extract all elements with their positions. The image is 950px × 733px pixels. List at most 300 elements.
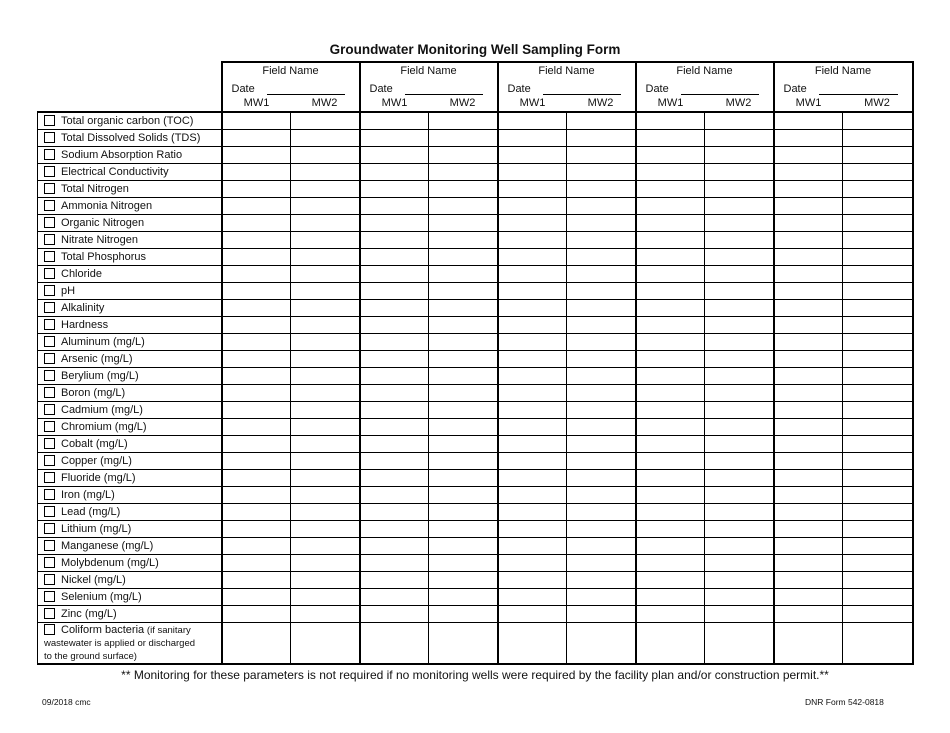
parameter-checkbox[interactable] [44,421,55,432]
result-cell[interactable] [774,215,843,232]
result-cell[interactable] [429,436,498,453]
result-cell[interactable] [567,164,636,181]
result-cell[interactable] [705,555,774,572]
result-cell[interactable] [567,504,636,521]
result-cell[interactable] [291,402,360,419]
result-cell[interactable] [429,504,498,521]
result-cell[interactable] [636,419,705,436]
result-cell[interactable] [291,198,360,215]
parameter-checkbox[interactable] [44,370,55,381]
result-cell[interactable] [360,300,429,317]
parameter-checkbox[interactable] [44,472,55,483]
parameter-checkbox[interactable] [44,540,55,551]
result-cell[interactable] [843,623,913,665]
result-cell[interactable] [774,470,843,487]
parameter-checkbox[interactable] [44,608,55,619]
result-cell[interactable] [567,487,636,504]
result-cell[interactable] [429,606,498,623]
result-cell[interactable] [843,198,913,215]
result-cell[interactable] [636,232,705,249]
result-cell[interactable] [774,623,843,665]
result-cell[interactable] [567,181,636,198]
result-cell[interactable] [429,232,498,249]
result-cell[interactable] [222,521,291,538]
parameter-checkbox[interactable] [44,557,55,568]
result-cell[interactable] [222,470,291,487]
result-cell[interactable] [291,249,360,266]
result-cell[interactable] [291,589,360,606]
result-cell[interactable] [360,198,429,215]
parameter-checkbox[interactable] [44,251,55,262]
result-cell[interactable] [774,521,843,538]
result-cell[interactable] [222,623,291,665]
result-cell[interactable] [567,198,636,215]
result-cell[interactable] [843,317,913,334]
result-cell[interactable] [843,436,913,453]
result-cell[interactable] [705,368,774,385]
result-cell[interactable] [498,300,567,317]
result-cell[interactable] [636,402,705,419]
result-cell[interactable] [636,283,705,300]
parameter-checkbox[interactable] [44,183,55,194]
result-cell[interactable] [843,504,913,521]
result-cell[interactable] [498,232,567,249]
result-cell[interactable] [429,164,498,181]
result-cell[interactable] [843,249,913,266]
result-cell[interactable] [291,623,360,665]
result-cell[interactable] [774,198,843,215]
result-cell[interactable] [498,419,567,436]
result-cell[interactable] [222,368,291,385]
result-cell[interactable] [636,453,705,470]
result-cell[interactable] [360,232,429,249]
result-cell[interactable] [291,606,360,623]
parameter-checkbox[interactable] [44,574,55,585]
result-cell[interactable] [636,215,705,232]
result-cell[interactable] [291,504,360,521]
result-cell[interactable] [429,385,498,402]
result-cell[interactable] [567,215,636,232]
result-cell[interactable] [705,521,774,538]
result-cell[interactable] [636,198,705,215]
result-cell[interactable] [567,112,636,130]
result-cell[interactable] [498,487,567,504]
result-cell[interactable] [774,232,843,249]
result-cell[interactable] [843,487,913,504]
parameter-checkbox[interactable] [44,200,55,211]
parameter-checkbox[interactable] [44,149,55,160]
result-cell[interactable] [636,249,705,266]
date-field[interactable] [498,79,636,95]
result-cell[interactable] [705,572,774,589]
result-cell[interactable] [843,181,913,198]
result-cell[interactable] [774,538,843,555]
result-cell[interactable] [774,453,843,470]
result-cell[interactable] [429,215,498,232]
parameter-checkbox[interactable] [44,387,55,398]
result-cell[interactable] [360,147,429,164]
result-cell[interactable] [291,300,360,317]
parameter-checkbox[interactable] [44,489,55,500]
result-cell[interactable] [567,266,636,283]
result-cell[interactable] [498,334,567,351]
result-cell[interactable] [705,130,774,147]
result-cell[interactable] [360,385,429,402]
result-cell[interactable] [222,504,291,521]
result-cell[interactable] [429,555,498,572]
parameter-checkbox[interactable] [44,268,55,279]
parameter-checkbox[interactable] [44,234,55,245]
result-cell[interactable] [498,198,567,215]
result-cell[interactable] [843,334,913,351]
result-cell[interactable] [567,147,636,164]
result-cell[interactable] [498,589,567,606]
result-cell[interactable] [360,623,429,665]
result-cell[interactable] [360,283,429,300]
result-cell[interactable] [843,232,913,249]
result-cell[interactable] [705,402,774,419]
result-cell[interactable] [567,368,636,385]
parameter-checkbox[interactable] [44,166,55,177]
result-cell[interactable] [498,215,567,232]
result-cell[interactable] [774,130,843,147]
result-cell[interactable] [360,555,429,572]
result-cell[interactable] [774,555,843,572]
result-cell[interactable] [705,385,774,402]
result-cell[interactable] [222,589,291,606]
result-cell[interactable] [429,198,498,215]
result-cell[interactable] [291,487,360,504]
result-cell[interactable] [705,147,774,164]
result-cell[interactable] [774,572,843,589]
result-cell[interactable] [774,419,843,436]
result-cell[interactable] [636,606,705,623]
result-cell[interactable] [567,130,636,147]
result-cell[interactable] [843,402,913,419]
result-cell[interactable] [567,317,636,334]
result-cell[interactable] [567,589,636,606]
result-cell[interactable] [705,351,774,368]
result-cell[interactable] [360,130,429,147]
result-cell[interactable] [705,538,774,555]
result-cell[interactable] [498,249,567,266]
result-cell[interactable] [636,487,705,504]
result-cell[interactable] [843,112,913,130]
result-cell[interactable] [498,147,567,164]
result-cell[interactable] [360,215,429,232]
result-cell[interactable] [498,181,567,198]
result-cell[interactable] [498,266,567,283]
result-cell[interactable] [567,470,636,487]
result-cell[interactable] [705,283,774,300]
result-cell[interactable] [291,521,360,538]
result-cell[interactable] [636,181,705,198]
date-field[interactable] [774,79,913,95]
result-cell[interactable] [360,266,429,283]
result-cell[interactable] [567,572,636,589]
result-cell[interactable] [843,385,913,402]
result-cell[interactable] [429,300,498,317]
result-cell[interactable] [636,266,705,283]
result-cell[interactable] [636,164,705,181]
result-cell[interactable] [498,283,567,300]
result-cell[interactable] [843,164,913,181]
result-cell[interactable] [360,181,429,198]
result-cell[interactable] [360,351,429,368]
result-cell[interactable] [291,385,360,402]
parameter-checkbox[interactable] [44,353,55,364]
result-cell[interactable] [222,453,291,470]
result-cell[interactable] [636,317,705,334]
result-cell[interactable] [429,266,498,283]
result-cell[interactable] [567,334,636,351]
result-cell[interactable] [843,470,913,487]
result-cell[interactable] [429,521,498,538]
result-cell[interactable] [360,112,429,130]
result-cell[interactable] [636,521,705,538]
result-cell[interactable] [636,555,705,572]
result-cell[interactable] [774,436,843,453]
result-cell[interactable] [498,130,567,147]
result-cell[interactable] [705,266,774,283]
result-cell[interactable] [360,538,429,555]
result-cell[interactable] [636,130,705,147]
result-cell[interactable] [291,232,360,249]
result-cell[interactable] [774,300,843,317]
result-cell[interactable] [498,538,567,555]
result-cell[interactable] [705,589,774,606]
parameter-checkbox[interactable] [44,455,55,466]
result-cell[interactable] [843,368,913,385]
result-cell[interactable] [843,283,913,300]
result-cell[interactable] [843,351,913,368]
result-cell[interactable] [360,436,429,453]
result-cell[interactable] [843,555,913,572]
result-cell[interactable] [774,351,843,368]
result-cell[interactable] [291,572,360,589]
result-cell[interactable] [636,572,705,589]
result-cell[interactable] [567,419,636,436]
result-cell[interactable] [705,606,774,623]
result-cell[interactable] [291,419,360,436]
result-cell[interactable] [774,334,843,351]
result-cell[interactable] [498,164,567,181]
result-cell[interactable] [498,555,567,572]
result-cell[interactable] [429,181,498,198]
result-cell[interactable] [222,181,291,198]
result-cell[interactable] [774,606,843,623]
result-cell[interactable] [843,419,913,436]
result-cell[interactable] [222,572,291,589]
result-cell[interactable] [705,249,774,266]
result-cell[interactable] [498,470,567,487]
result-cell[interactable] [360,606,429,623]
result-cell[interactable] [360,249,429,266]
result-cell[interactable] [498,606,567,623]
result-cell[interactable] [222,112,291,130]
result-cell[interactable] [636,589,705,606]
result-cell[interactable] [222,402,291,419]
result-cell[interactable] [222,198,291,215]
result-cell[interactable] [222,385,291,402]
result-cell[interactable] [774,317,843,334]
result-cell[interactable] [774,112,843,130]
result-cell[interactable] [567,283,636,300]
result-cell[interactable] [498,402,567,419]
result-cell[interactable] [636,623,705,665]
result-cell[interactable] [843,453,913,470]
result-cell[interactable] [429,453,498,470]
result-cell[interactable] [567,453,636,470]
result-cell[interactable] [291,436,360,453]
result-cell[interactable] [567,521,636,538]
result-cell[interactable] [429,351,498,368]
result-cell[interactable] [429,572,498,589]
result-cell[interactable] [567,232,636,249]
result-cell[interactable] [636,368,705,385]
result-cell[interactable] [498,436,567,453]
result-cell[interactable] [567,555,636,572]
parameter-checkbox[interactable] [44,319,55,330]
date-input-line[interactable] [405,83,483,95]
parameter-checkbox[interactable] [44,506,55,517]
result-cell[interactable] [291,130,360,147]
result-cell[interactable] [567,385,636,402]
result-cell[interactable] [636,436,705,453]
result-cell[interactable] [222,215,291,232]
result-cell[interactable] [705,112,774,130]
result-cell[interactable] [705,334,774,351]
result-cell[interactable] [705,487,774,504]
result-cell[interactable] [705,215,774,232]
result-cell[interactable] [291,453,360,470]
result-cell[interactable] [291,351,360,368]
parameter-checkbox[interactable] [44,285,55,296]
date-field[interactable] [360,79,498,95]
result-cell[interactable] [291,555,360,572]
date-input-line[interactable] [819,83,898,95]
result-cell[interactable] [843,589,913,606]
result-cell[interactable] [360,164,429,181]
result-cell[interactable] [429,130,498,147]
result-cell[interactable] [222,164,291,181]
result-cell[interactable] [843,606,913,623]
result-cell[interactable] [498,623,567,665]
result-cell[interactable] [636,334,705,351]
result-cell[interactable] [843,521,913,538]
result-cell[interactable] [705,164,774,181]
result-cell[interactable] [567,436,636,453]
result-cell[interactable] [774,487,843,504]
result-cell[interactable] [291,215,360,232]
result-cell[interactable] [429,112,498,130]
parameter-checkbox[interactable] [44,591,55,602]
result-cell[interactable] [360,589,429,606]
result-cell[interactable] [567,538,636,555]
result-cell[interactable] [360,317,429,334]
result-cell[interactable] [843,215,913,232]
result-cell[interactable] [222,266,291,283]
result-cell[interactable] [291,538,360,555]
result-cell[interactable] [705,181,774,198]
result-cell[interactable] [498,385,567,402]
result-cell[interactable] [774,589,843,606]
result-cell[interactable] [843,266,913,283]
result-cell[interactable] [291,164,360,181]
result-cell[interactable] [360,334,429,351]
parameter-checkbox[interactable] [44,217,55,228]
result-cell[interactable] [843,147,913,164]
result-cell[interactable] [567,249,636,266]
result-cell[interactable] [705,232,774,249]
date-input-line[interactable] [267,83,345,95]
result-cell[interactable] [222,232,291,249]
result-cell[interactable] [222,538,291,555]
result-cell[interactable] [291,283,360,300]
parameter-checkbox[interactable] [44,523,55,534]
result-cell[interactable] [222,487,291,504]
result-cell[interactable] [498,521,567,538]
result-cell[interactable] [636,538,705,555]
result-cell[interactable] [498,112,567,130]
parameter-checkbox[interactable] [44,132,55,143]
result-cell[interactable] [429,419,498,436]
result-cell[interactable] [705,623,774,665]
result-cell[interactable] [636,112,705,130]
result-cell[interactable] [774,164,843,181]
result-cell[interactable] [567,351,636,368]
result-cell[interactable] [498,572,567,589]
result-cell[interactable] [705,504,774,521]
parameter-checkbox[interactable] [44,404,55,415]
result-cell[interactable] [360,368,429,385]
result-cell[interactable] [774,385,843,402]
result-cell[interactable] [360,453,429,470]
result-cell[interactable] [222,334,291,351]
parameter-checkbox[interactable] [44,624,55,635]
result-cell[interactable] [636,385,705,402]
result-cell[interactable] [567,623,636,665]
result-cell[interactable] [705,436,774,453]
result-cell[interactable] [222,419,291,436]
date-field[interactable] [636,79,774,95]
result-cell[interactable] [774,368,843,385]
result-cell[interactable] [498,351,567,368]
result-cell[interactable] [429,589,498,606]
result-cell[interactable] [291,181,360,198]
result-cell[interactable] [429,402,498,419]
result-cell[interactable] [498,504,567,521]
parameter-checkbox[interactable] [44,302,55,313]
result-cell[interactable] [222,436,291,453]
result-cell[interactable] [705,317,774,334]
date-input-line[interactable] [681,83,759,95]
result-cell[interactable] [705,419,774,436]
result-cell[interactable] [291,334,360,351]
result-cell[interactable] [222,555,291,572]
result-cell[interactable] [705,300,774,317]
result-cell[interactable] [222,351,291,368]
result-cell[interactable] [291,368,360,385]
result-cell[interactable] [222,249,291,266]
result-cell[interactable] [360,521,429,538]
result-cell[interactable] [429,283,498,300]
result-cell[interactable] [222,317,291,334]
result-cell[interactable] [774,249,843,266]
result-cell[interactable] [636,504,705,521]
result-cell[interactable] [567,402,636,419]
parameter-checkbox[interactable] [44,115,55,126]
